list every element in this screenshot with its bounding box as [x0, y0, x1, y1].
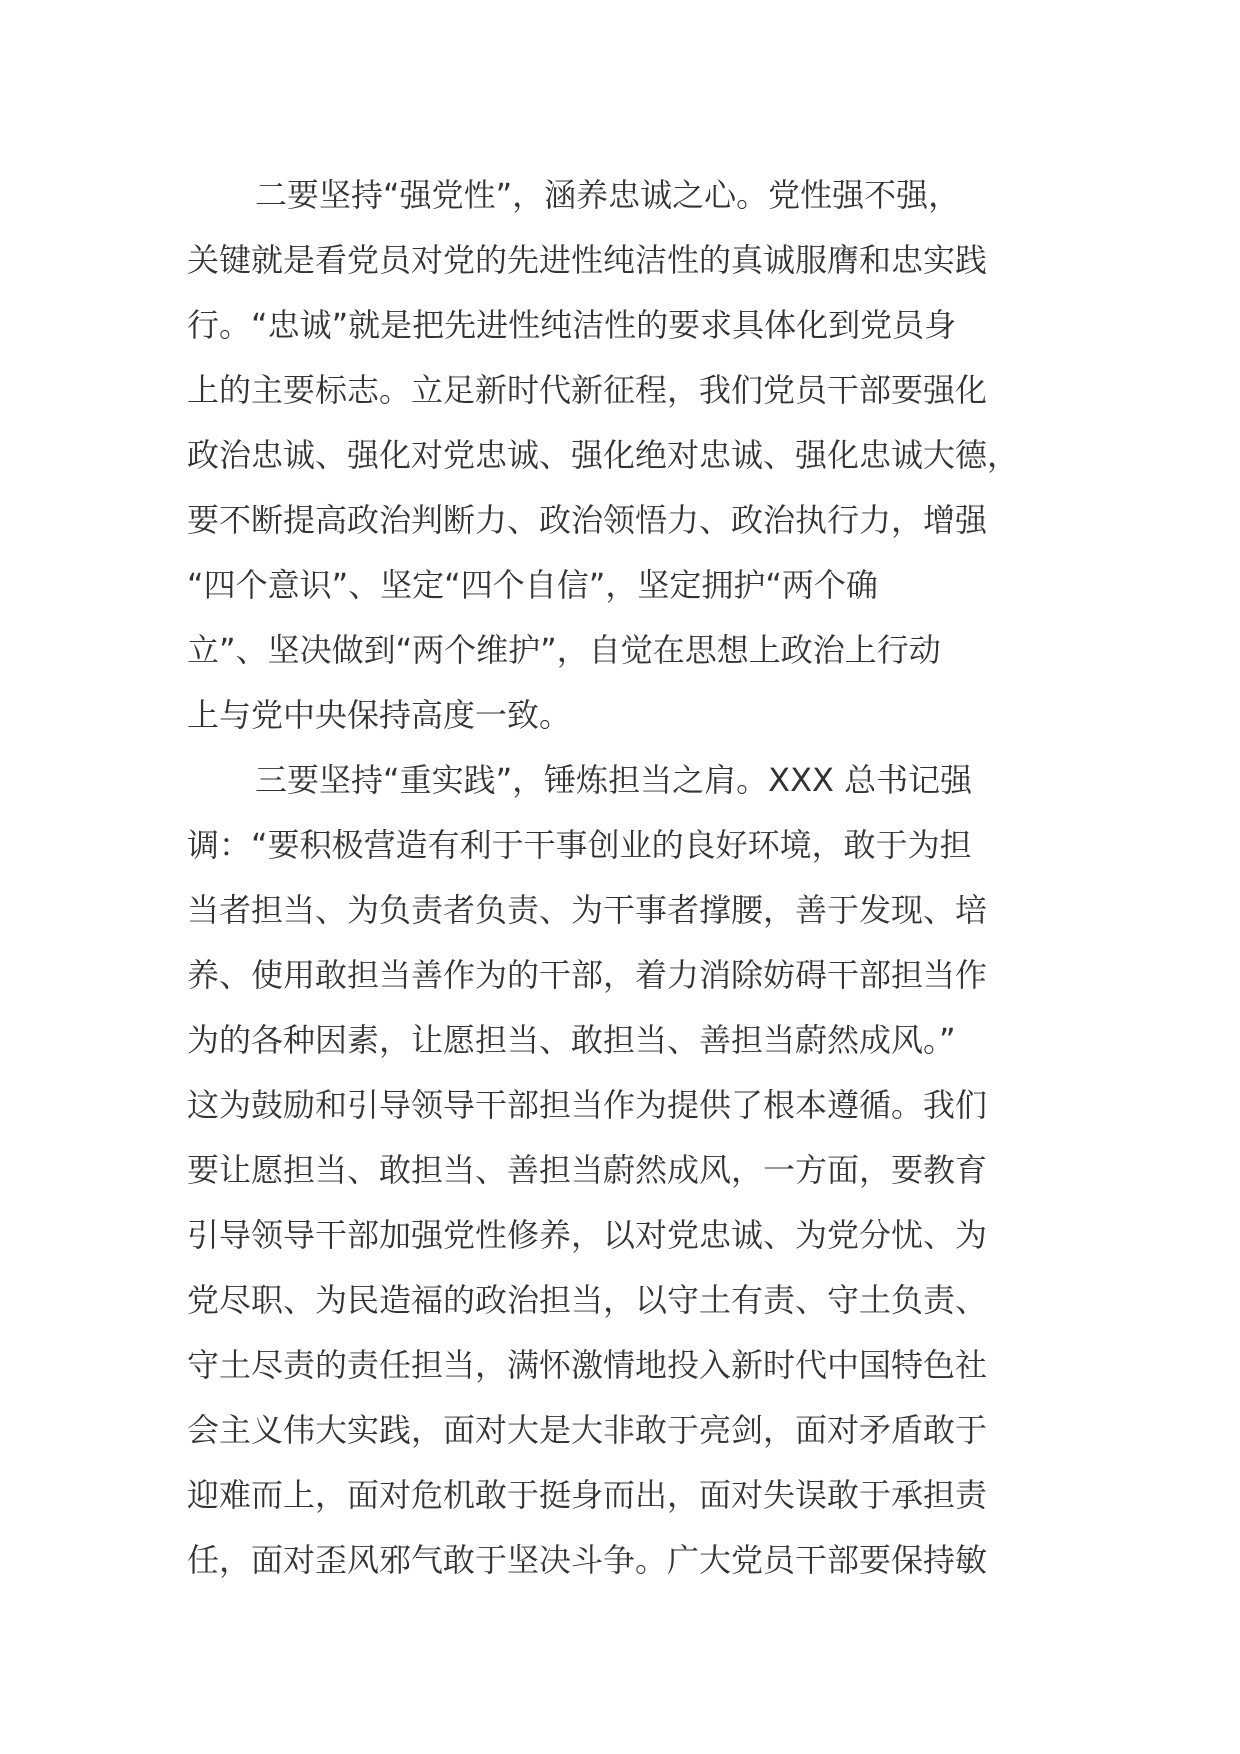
text-line: 政治忠诚、强化对党忠诚、强化绝对忠诚、强化忠诚大德，	[187, 436, 1020, 474]
text-line: 上的主要标志。立足新时代新征程，我们党员干部要强化	[187, 371, 988, 409]
text-line: 迎难而上，面对危机敢于挺身而出，面对失误敢于承担责	[187, 1476, 988, 1514]
text-line: 要不断提高政治判断力、政治领悟力、政治执行力，增强	[187, 501, 988, 539]
text-line: 上与党中央保持高度一致。	[187, 696, 572, 734]
text-line: 守土尽责的责任担当，满怀激情地投入新时代中国特色社	[187, 1346, 988, 1384]
text-line: 二要坚持“强党性”，涵养忠诚之心。党性强不强，	[255, 176, 961, 214]
text-line: 任，面对歪风邪气敢于坚决斗争。广大党员干部要保持敏	[187, 1541, 988, 1579]
text-line: 三要坚持“重实践”，锤炼担当之肩。XXX 总书记强	[255, 761, 973, 799]
document-body	[187, 163, 1067, 1593]
paragraph-emphasize-practice	[187, 748, 1067, 1593]
text-line: 要让愿担当、敢担当、善担当蔚然成风，一方面，要教育	[187, 1151, 988, 1189]
text-line: 立”、坚决做到“两个维护”，自觉在思想上政治上行动	[187, 631, 941, 669]
text-line: 行。“忠诚”就是把先进性纯洁性的要求具体化到党员身	[187, 306, 957, 344]
paragraph-strengthen-party-spirit	[187, 163, 1067, 748]
text-line: 引导领导干部加强党性修养，以对党忠诚、为党分忧、为	[187, 1216, 988, 1254]
text-line: 党尽职、为民造福的政治担当，以守土有责、守土负责、	[187, 1281, 988, 1319]
text-line: 为的各种因素，让愿担当、敢担当、善担当蔚然成风。”	[187, 1021, 956, 1059]
text-line: 这为鼓励和引导领导干部担当作为提供了根本遵循。我们	[187, 1086, 988, 1124]
text-line: 关键就是看党员对党的先进性纯洁性的真诚服膺和忠实践	[187, 241, 988, 279]
text-line: 养、使用敢担当善作为的干部，着力消除妨碍干部担当作	[187, 956, 988, 994]
text-line: 会主义伟大实践，面对大是大非敢于亮剑，面对矛盾敢于	[187, 1411, 988, 1449]
text-line: “四个意识”、坚定“四个自信”，坚定拥护“两个确	[187, 566, 878, 604]
text-line: 调：“要积极营造有利于干事创业的良好环境，敢于为担	[187, 826, 972, 864]
text-line: 当者担当、为负责者负责、为干事者撑腰，善于发现、培	[187, 891, 988, 929]
